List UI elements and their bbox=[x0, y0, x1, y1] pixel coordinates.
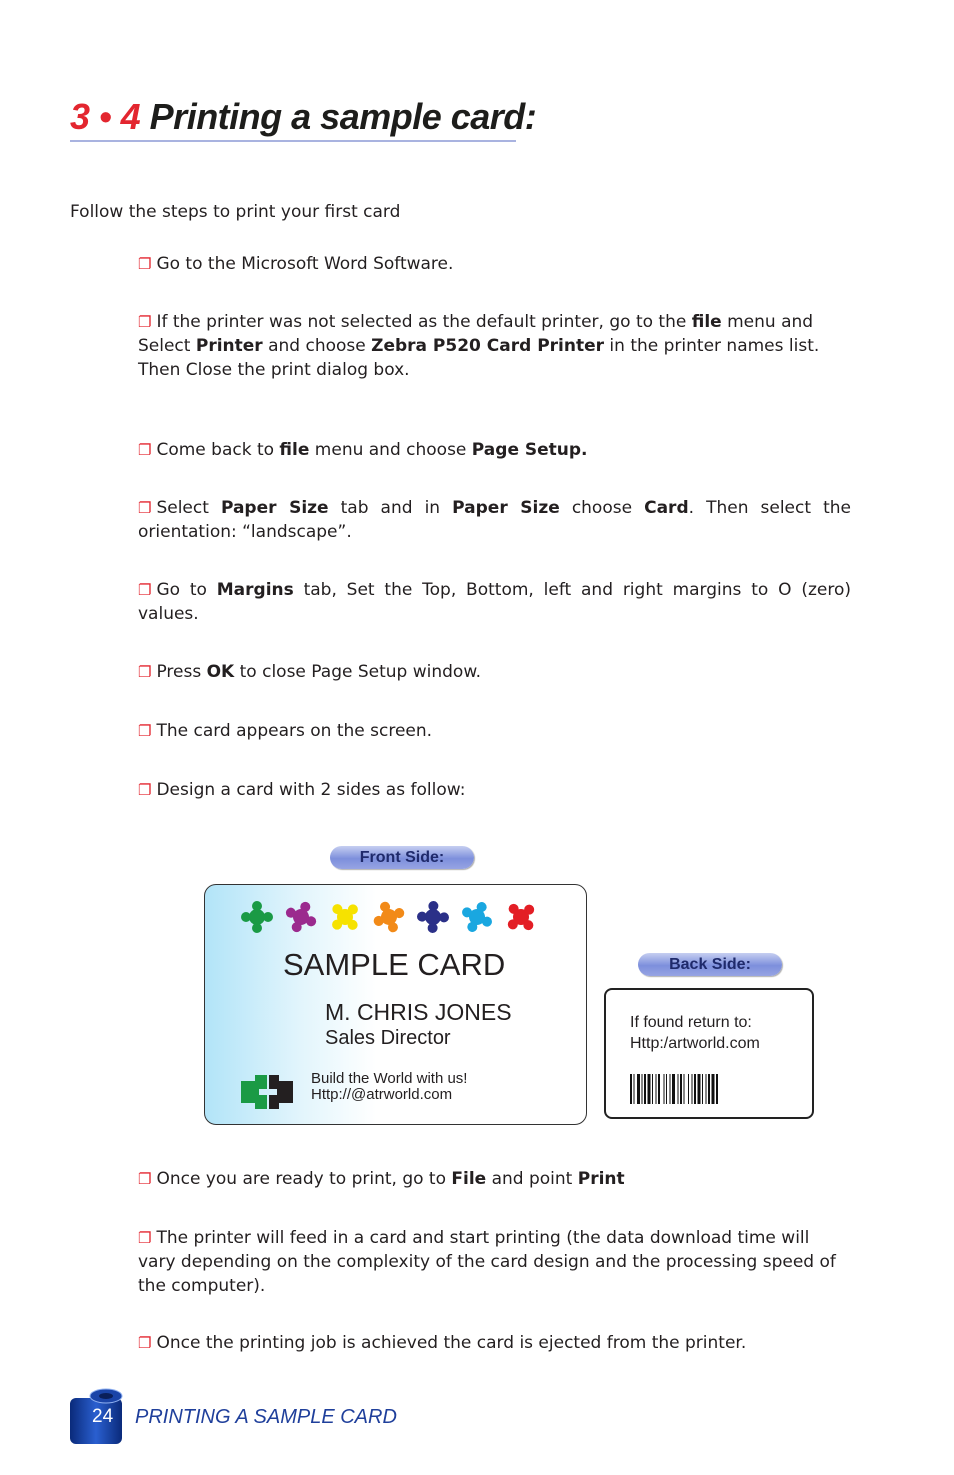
checkbox-icon: ❐ bbox=[138, 313, 152, 331]
checkbox-icon: ❐ bbox=[138, 499, 152, 517]
front-side-label: Front Side: bbox=[330, 846, 474, 869]
splat-icon bbox=[241, 901, 273, 933]
step-5: ❐ Go to Margins tab, Set the Top, Bottom, left and right margins to O (zero) values. bbox=[138, 580, 851, 624]
back-side-label: Back Side: bbox=[638, 953, 782, 976]
step-2: ❐ If the printer was not selected as the default printer, go to the file menu and Select Printer and choose Zebra P520 Card Printer in the printer names list. Then Close the print dialog box. bbox=[138, 312, 820, 380]
page-title bbox=[70, 96, 537, 142]
footer-section-label: PRINTING A SAMPLE CARD bbox=[135, 1406, 397, 1428]
step-3: ❐ Come back to file menu and choose Page Setup. bbox=[138, 440, 588, 460]
splat-icon bbox=[416, 900, 449, 933]
checkbox-icon: ❐ bbox=[138, 581, 152, 599]
checkbox-icon: ❐ bbox=[138, 663, 152, 681]
checkbox-icon: ❐ bbox=[138, 722, 152, 740]
splat-row bbox=[235, 893, 545, 943]
front-card bbox=[204, 884, 587, 1125]
splat-icon bbox=[368, 896, 409, 937]
checkbox-icon: ❐ bbox=[138, 1334, 152, 1352]
barcode-icon bbox=[630, 1074, 790, 1104]
card-title: SAMPLE CARD bbox=[283, 947, 506, 982]
step-4: ❐ Select Paper Size tab and in Paper Size choose Card. Then select the orientation: “landscape”. bbox=[138, 498, 851, 542]
step-10: ❐ The printer will feed in a card and start printing (the data download time will vary depending on the complexity of the card design and the processing speed of the computer). bbox=[138, 1228, 836, 1296]
splat-icon bbox=[456, 896, 499, 939]
checkbox-icon: ❐ bbox=[138, 1229, 152, 1247]
intro-text: Follow the steps to print your first card bbox=[70, 202, 401, 222]
card-url: Http://@atrworld.com bbox=[311, 1086, 453, 1103]
checkbox-icon: ❐ bbox=[138, 441, 152, 459]
splat-icon bbox=[322, 894, 367, 939]
step-9: ❐ Once you are ready to print, go to File and point Print bbox=[138, 1169, 625, 1189]
step-8: ❐ Design a card with 2 sides as follow: bbox=[138, 780, 466, 800]
section-title: Printing a sample card: bbox=[149, 96, 537, 137]
card-slogan: Build the World with us! bbox=[311, 1070, 468, 1087]
section-number: 3 • 4 bbox=[70, 96, 141, 137]
step-7: ❐ The card appears on the screen. bbox=[138, 721, 433, 741]
back-card-line2: Http:/artworld.com bbox=[630, 1035, 760, 1052]
checkbox-icon: ❐ bbox=[138, 255, 152, 273]
checkbox-icon: ❐ bbox=[138, 781, 152, 799]
splat-icon bbox=[280, 896, 322, 938]
step-6: ❐ Press OK to close Page Setup window. bbox=[138, 662, 482, 682]
splat-icon bbox=[498, 894, 543, 939]
back-card-line1: If found return to: bbox=[630, 1014, 752, 1031]
page-number: 24 bbox=[92, 1406, 114, 1427]
checkbox-icon: ❐ bbox=[138, 1170, 152, 1188]
back-card bbox=[604, 988, 814, 1119]
step-11: ❐ Once the printing job is achieved the card is ejected from the printer. bbox=[138, 1333, 747, 1353]
company-logo-icon bbox=[237, 1071, 299, 1113]
card-holder-name: M. CHRIS JONES bbox=[325, 999, 512, 1025]
card-holder-position: Sales Director bbox=[325, 1027, 451, 1049]
step-1: ❐ Go to the Microsoft Word Software. bbox=[138, 254, 454, 274]
